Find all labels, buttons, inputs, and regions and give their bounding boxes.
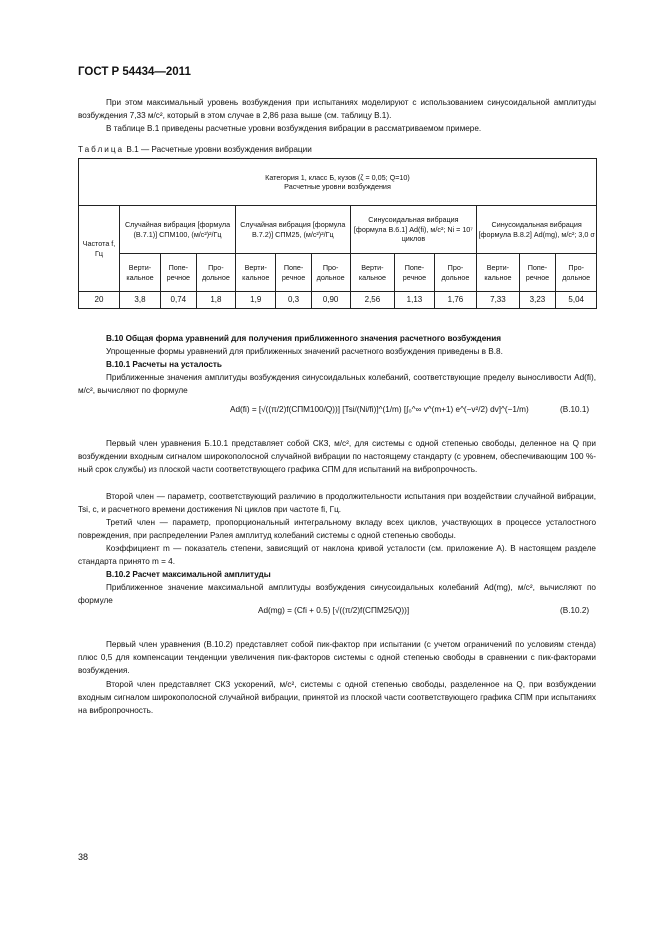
cell-frequency: 20 xyxy=(79,292,120,309)
section-b10-1-title: В.10.1 Расчеты на усталость xyxy=(106,360,222,369)
group-header-4: Синусоидальная вибрация [формула В.8.2] Ad(mg), м/с²; 3,0 σ xyxy=(477,206,597,254)
table-cell: 7,33 xyxy=(477,292,519,309)
subheader-longitudinal: Про-дольное xyxy=(434,254,477,292)
subheader-longitudinal: Про-дольное xyxy=(196,254,235,292)
table-caption-word: Таблица xyxy=(78,145,125,154)
table-row xyxy=(79,292,597,309)
table-cell: 0,3 xyxy=(276,292,311,309)
table-caption xyxy=(78,145,312,154)
table-category-cell xyxy=(79,159,597,206)
formula-b10-2: Ad(mg) = (Cfi + 0.5) [√((π/2)f(СПМ25/Q))] xyxy=(258,606,410,615)
subheader-vertical: Верти-кальное xyxy=(120,254,161,292)
b10-paragraph-8: Первый член уравнения (В.10.2) представляет собой пик-фактор при испытании (с учетом ограничений по условиям стенда) плюс 0,5 для компенсации тенденции увеличения пик-факторов системы с одной степенью свободы в сравнении с пик-факторами возбуждения. xyxy=(78,640,596,675)
subheader-longitudinal: Про-дольное xyxy=(311,254,350,292)
b10-paragraph-2: Приближенные значения амплитуды возбуждения синусоидальных колебаний, соответствующие пределу выносливости Ad(fi), м/с², вычисляют по формуле xyxy=(78,373,596,395)
intro-paragraph-1: При этом максимальный уровень возбуждения при испытаниях моделируют с использованием синусоидальной амплитуды возбуждения 7,33 м/с², который в этом случае в 2,86 раза выше (см. таблицу В.1). xyxy=(78,98,596,120)
table-category-sub: Расчетные уровни возбуждения xyxy=(284,182,391,191)
formula-b10-1: Ad(fi) = [√((π/2)f(СПМ100/Q))] [Tsi/(Ni/fi)]^(1/m) [∫₀^∞ v^(m+1) e^(−v²/2) dv]^(−1/m) xyxy=(230,405,529,414)
table-category: Категория 1, класс Б, кузов (ζ = 0,05; Q=10) xyxy=(265,172,410,182)
table-cell: 2,56 xyxy=(350,292,395,309)
subheader-longitudinal: Про-дольное xyxy=(556,254,597,292)
table-cell: 0,90 xyxy=(311,292,350,309)
excitation-levels-table xyxy=(78,158,597,309)
subheader-vertical: Верти-кальное xyxy=(350,254,395,292)
intro-paragraph-2: В таблице В.1 приведены расчетные уровни возбуждения вибрации в рассматриваемом примере. xyxy=(106,124,482,133)
subheader-vertical: Верти-кальное xyxy=(236,254,276,292)
table-cell: 0,74 xyxy=(160,292,196,309)
subheader-transverse: Попе-речное xyxy=(276,254,311,292)
table-cell: 1,8 xyxy=(196,292,235,309)
b10-paragraph-1: Упрощенные формы уравнений для приближенных значений расчетного возбуждения приведены в В.8. xyxy=(106,347,503,356)
b10-paragraph-6: Коэффициент m — показатель степени, зависящий от наклона кривой усталости (см. приложение А). В настоящем разделе стандарта принято m = 4. xyxy=(78,544,596,566)
subheader-transverse: Попе-речное xyxy=(519,254,556,292)
table-cell: 5,04 xyxy=(556,292,597,309)
group-header-3: Синусоидальная вибрация [формула В.6.1] Ad(fi), м/с²; Ni = 10⁷ циклов xyxy=(350,206,477,254)
b10-paragraph-4: Второй член — параметр, соответствующий различию в продолжительности испытания при воздействии случайной вибрации, Tsi, с, и расчетного времени достижения Ni циклов при частоте fi, Гц. xyxy=(78,492,596,514)
table-cell: 1,76 xyxy=(434,292,477,309)
frequency-header: Частота f, Гц xyxy=(79,206,120,292)
document-header: ГОСТ Р 54434—2011 xyxy=(78,66,191,78)
subheader-transverse: Попе-речное xyxy=(395,254,434,292)
table-cell: 1,13 xyxy=(395,292,434,309)
page-number: 38 xyxy=(78,852,89,862)
table-cell: 3,23 xyxy=(519,292,556,309)
table-cell: 1,9 xyxy=(236,292,276,309)
section-b10-2-title: В.10.2 Расчет максимальной амплитуды xyxy=(106,570,271,579)
b10-paragraph-5: Третий член — параметр, пропорциональный интегральному вкладу всех циклов, участвующих в процессе усталостного повреждения, при распределении Рэлея амплитуд колебаний системы с одной степенью свободы. xyxy=(78,518,596,540)
group-header-2: Случайная вибрация [формула В.7.2)] СПМ25, (м/с²)²/Гц xyxy=(236,206,350,254)
table-caption-text: В.1 — Расчетные уровни возбуждения вибрации xyxy=(126,145,312,154)
b10-paragraph-9: Второй член представляет СКЗ ускорений, м/с², системы с одной степенью свободы, разделенное на Q, при возбуждении входным сигналом широкополосной случайной вибрации, принятой из плоской части соответствующего графика СПМ при испытаниях на вибропрочность. xyxy=(78,680,596,715)
section-b10-title: В.10 Общая форма уравнений для получения приближенного значения расчетного возбуждения xyxy=(106,334,502,343)
b10-paragraph-3: Первый член уравнения Б.10.1 представляет собой СКЗ, м/с², для системы с одной степенью свободы, деленное на Q при возбуждении входным сигналом широкополосной случайной вибрации по настоящему стандарту (с уровнем, обеспечивающим 100 %-ный срок службы) из плоской части соответствующего графика СПМ для испытаний на вибропрочность. xyxy=(78,439,596,474)
formula-b10-1-number: (В.10.1) xyxy=(560,405,590,414)
subheader-vertical: Верти-кальное xyxy=(477,254,519,292)
subheader-transverse: Попе-речное xyxy=(160,254,196,292)
group-header-1: Случайная вибрация [формула (В.7.1)] СПМ100, (м/с²)²/Гц xyxy=(120,206,236,254)
table-cell: 3,8 xyxy=(120,292,161,309)
b10-paragraph-7: Приближенное значение максимальной амплитуды возбуждения синусоидальных колебаний Ad(mg), м/с², вычисляют по формуле xyxy=(78,583,596,605)
formula-b10-2-number: (В.10.2) xyxy=(560,606,590,615)
